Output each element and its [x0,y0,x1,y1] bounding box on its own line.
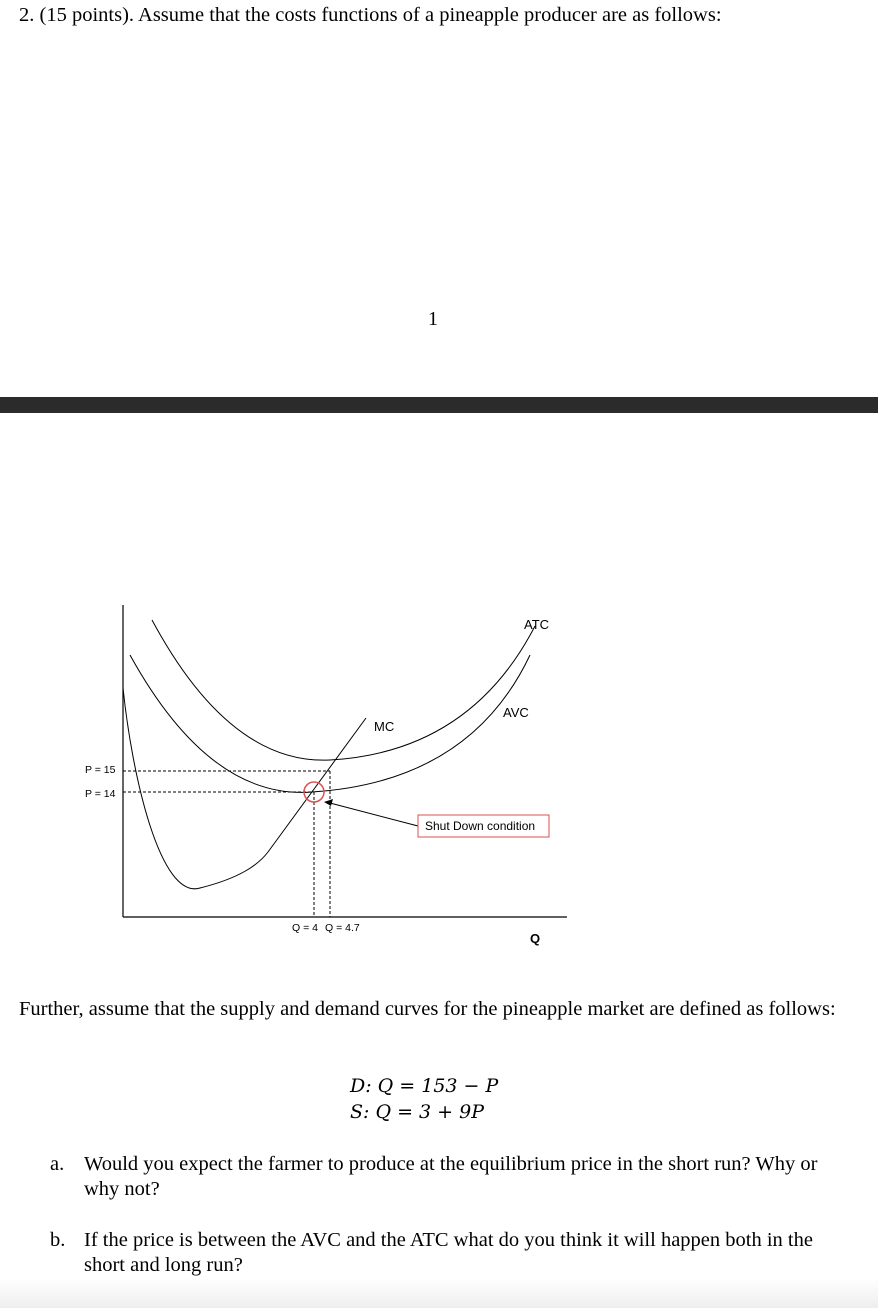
x-axis-label: Q [530,931,541,946]
p15-label: P = 15 [85,764,116,776]
mc-label: MC [374,719,395,734]
atc-label: ATC [524,617,550,632]
demand-equation: D: Q = 153 − P [350,1075,499,1097]
supply-equation: S: Q = 3 + 9P [350,1101,484,1123]
shutdown-arrow-line [330,803,418,826]
page-break-bar [0,397,878,413]
bottom-fade [0,1278,878,1308]
atc-curve [152,620,535,760]
page-number: 1 [428,308,438,330]
cost-curves-diagram [0,600,878,960]
shutdown-label: Shut Down condition [425,819,536,833]
q4-label: Q = 4 [292,922,318,934]
cost-curves-figure [0,600,878,960]
item-marker: b. [50,1229,66,1251]
q47-label: Q = 4.7 [325,922,360,934]
market-intro-paragraph: Further, assume that the supply and demand curves for the pineapple market are defined as follows: [19,998,836,1020]
item-text: If the price is between the AVC and the ATC what do you think it will happen both in the short and long run? [84,1229,813,1276]
question-heading: 2. (15 points). Assume that the costs functions of a pineapple producer are as follows: [19,4,722,26]
avc-label: AVC [503,705,529,720]
p14-label: P = 14 [85,788,116,800]
shutdown-arrowhead [324,799,333,806]
item-marker: a. [50,1153,65,1175]
item-text: Would you expect the farmer to produce at the equilibrium price in the short run? Why or why not? [84,1153,818,1200]
